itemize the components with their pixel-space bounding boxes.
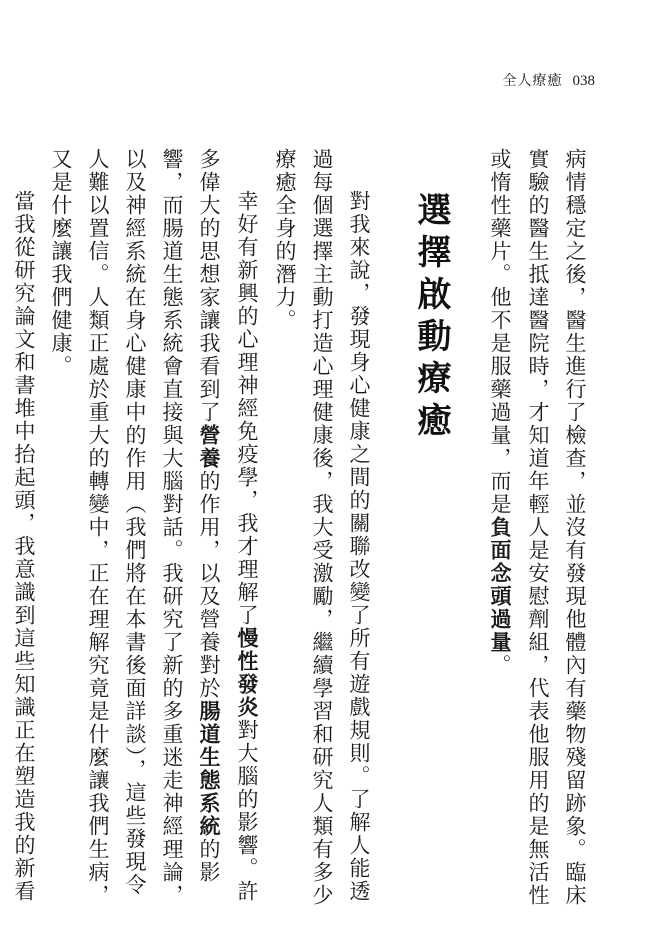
paragraph-1 [481,148,593,908]
running-header [503,70,596,90]
paragraph-3-bold-a: 慢性發炎 [235,627,260,719]
paragraph-3-text-b: 對大腦的影響。許多偉大的思想家讓我看到了 [197,148,259,903]
paragraph-3-bold-c: 腸道生態系統 [197,700,222,838]
section-heading: 選擇啟動療癒 [411,192,451,444]
paragraph-2: 對我來說，發現身心健康之間的關聯改變了所有遊戲規則。了解人能透過每個選擇主動打造心理健康後，我大受激勵，繼續學習和研究人類有多少療癒全身的潛力。 [273,148,371,907]
paragraph-3-bold-b: 營養 [197,424,222,470]
paragraph-1-text-a: 病情穩定之後，醫生進行了檢查，並沒有發現他體內有藥物殘留跡象。臨床實驗的醫生抵達醫院時，才知道年輕人是安慰劑組，代表他服用的是無活性或惰性藥片。他不是服藥過量，而是 [488,148,587,907]
paragraph-4: 當我從研究論文和書堆中抬起頭，我意識到這些知識正在塑造我的新看 [12,190,36,903]
vertical-body-text [12,148,593,908]
book-title: 全人療癒 [502,73,563,89]
paragraph-3-text-c: 的作用，以及營養對於 [197,470,221,700]
page-number: 038 [572,73,595,89]
paragraph-3-text-a: 幸好有新興的心理神經免疫學，我才理解了 [235,190,259,627]
paragraph-1-text-b: 。 [488,654,512,677]
paragraph-3 [42,148,266,908]
paragraph-1-bold: 負面念頭過量 [488,516,513,654]
paragraph-3-text-d: 的影響，而腸道生態系統會直接與大腦對話。我研究了新的多重迷走神經理論，以及神經系統在身心健康中的作用（我們將在本書後面詳談），這些發現令人難以置信。人類正處於重大的轉變中，正在理解究竟是什麼讓我們生病，又是什麼讓我們健康。 [49,148,221,907]
